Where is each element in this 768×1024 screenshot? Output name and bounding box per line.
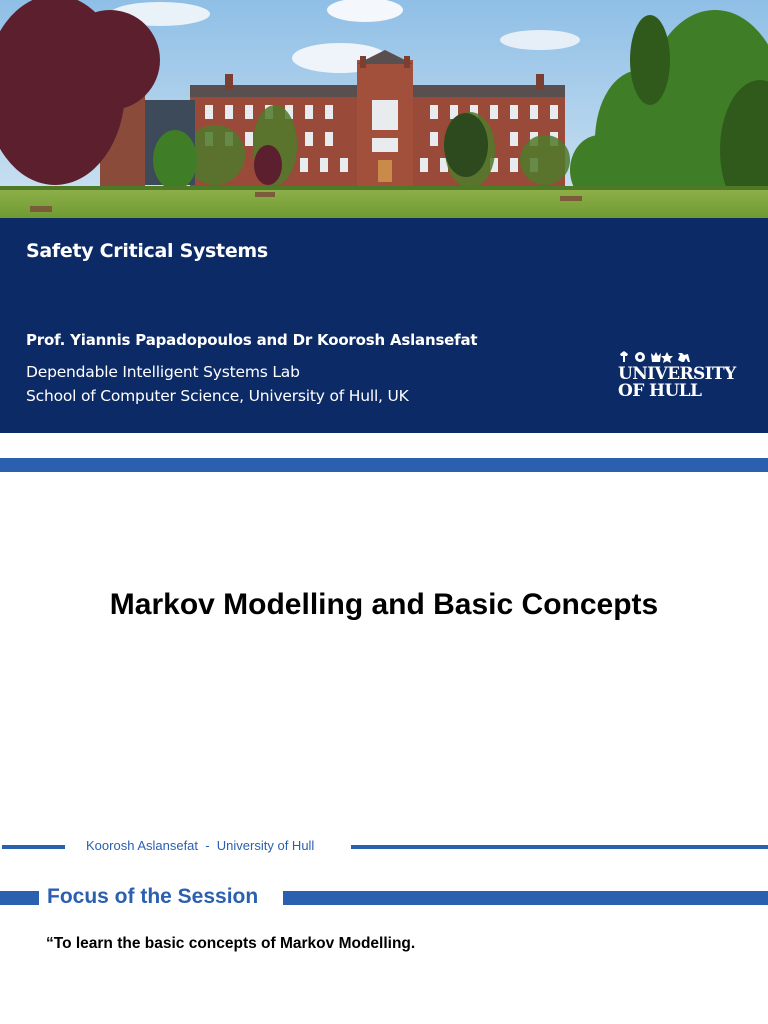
section-bar-left <box>0 891 39 905</box>
section-bar-right <box>283 891 768 905</box>
course-title: Safety Critical Systems <box>26 240 268 262</box>
top-divider-bar <box>0 458 768 472</box>
lab-name: Dependable Intelligent Systems Lab <box>26 363 300 381</box>
university-logo <box>618 350 738 400</box>
campus-photo <box>0 0 768 218</box>
footer-text: Koorosh Aslansefat - University of Hull <box>86 838 315 853</box>
footer-rule-left <box>2 845 65 849</box>
school-name: School of Computer Science, University of Hull, UK <box>26 387 409 405</box>
title-banner <box>0 218 768 433</box>
session-focus-text: “To learn the basic concepts of Markov Modelling. <box>46 935 416 952</box>
section-title: Focus of the Session <box>47 885 259 908</box>
slide-title: Markov Modelling and Basic Concepts <box>109 588 659 621</box>
logo-text-of-hull: OF HULL <box>618 381 702 401</box>
crest-icons <box>618 350 738 364</box>
footer-rule-right <box>351 845 768 849</box>
authors-line: Prof. Yiannis Papadopoulos and Dr Koorosh Aslansefat <box>26 331 478 349</box>
logo-text-university: UNIVERSITY <box>618 364 736 384</box>
heraldry-icon <box>618 350 730 364</box>
